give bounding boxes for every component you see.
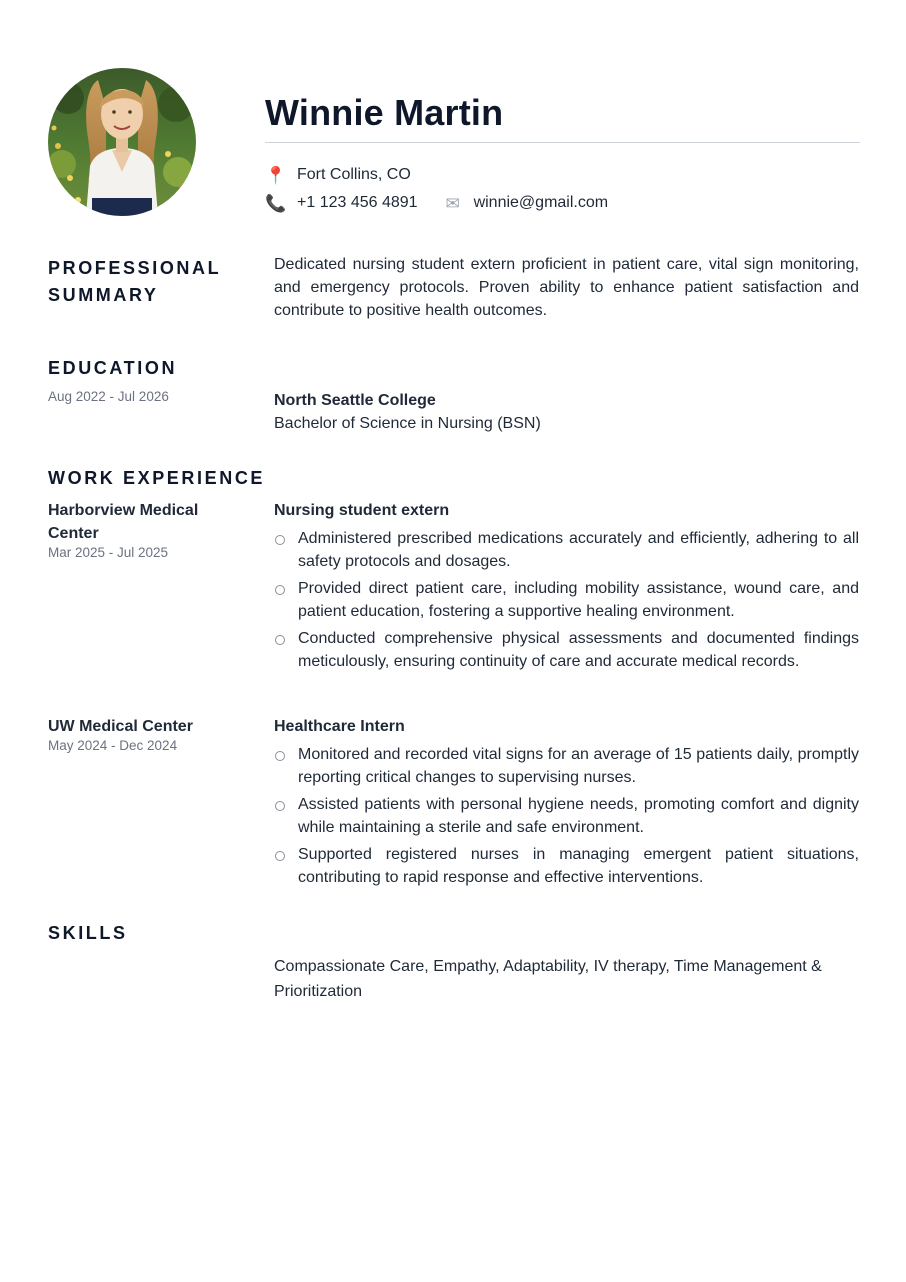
circle-bullet-icon	[275, 751, 285, 761]
list-item	[274, 627, 859, 673]
school-name: North Seattle College	[274, 392, 436, 409]
email-text[interactable]: winnie@gmail.com	[473, 194, 609, 211]
job-organization: UW Medical Center	[48, 718, 193, 735]
summary-text: Dedicated nursing student extern proficient in patient care, vital sign monitoring, and emergency protocols. Proven ability to enhance patient satisfaction and contribute to positive health outcomes.	[274, 256, 859, 319]
bullet-text: Provided direct patient care, including mobility assistance, wound care, and patient education, fostering a supportive healing environment.	[298, 580, 859, 620]
work-experience-heading: WORK EXPERIENCE	[48, 468, 266, 488]
summary-heading-line2: SUMMARY	[48, 285, 159, 305]
education-entry	[274, 389, 859, 435]
degree-name: Bachelor of Science in Nursing (BSN)	[274, 415, 541, 432]
job-organization: Harborview Medical Center	[48, 502, 199, 542]
summary-heading	[48, 255, 221, 309]
job-bullet-list	[274, 743, 859, 889]
bullet-text: Supported registered nurses in managing emergent patient situations, contributing to rapid response and effective interventions.	[298, 846, 859, 886]
envelope-icon: ✉	[445, 193, 460, 213]
circle-bullet-icon	[275, 585, 285, 595]
skills-text: Compassionate Care, Empathy, Adaptability, IV therapy, Time Management & Prioritization	[274, 958, 822, 1000]
job-role: Nursing student extern	[274, 502, 450, 519]
location-row	[265, 166, 411, 184]
job-role: Healthcare Intern	[274, 718, 405, 735]
contact-row	[265, 194, 608, 212]
job-entry	[274, 499, 859, 677]
bullet-text: Administered prescribed medications accurately and efficiently, adhering to all safety protocols and dosages.	[298, 530, 859, 570]
bullet-text: Conducted comprehensive physical assessments and documented findings meticulously, ensuring continuity of care and accurate medical records.	[298, 630, 859, 670]
header-divider	[265, 142, 860, 143]
bullet-text: Assisted patients with personal hygiene needs, promoting comfort and dignity while maintaining a sterile and safe environment.	[298, 796, 859, 836]
circle-bullet-icon	[275, 851, 285, 861]
circle-bullet-icon	[275, 535, 285, 545]
skills-heading: SKILLS	[48, 923, 128, 943]
list-item	[274, 527, 859, 573]
circle-bullet-icon	[275, 635, 285, 645]
circle-bullet-icon	[275, 801, 285, 811]
profile-photo	[48, 68, 196, 216]
profile-photo-image	[48, 68, 196, 216]
job-bullet-list	[274, 527, 859, 673]
location-text: Fort Collins, CO	[297, 166, 411, 183]
summary-section	[274, 253, 859, 322]
phone-icon: 📞	[265, 193, 287, 213]
list-item	[274, 843, 859, 889]
job-entry	[274, 715, 859, 893]
summary-heading-line1: PROFESSIONAL	[48, 258, 222, 278]
education-dates: Aug 2022 - Jul 2026	[48, 389, 169, 404]
bullet-text: Monitored and recorded vital signs for an average of 15 patients daily, promptly reporting critical changes to supervising nurses.	[298, 746, 859, 786]
location-pin-icon: 📍	[265, 165, 287, 185]
list-item	[274, 793, 859, 839]
list-item	[274, 743, 859, 789]
phone-text[interactable]: +1 123 456 4891	[297, 194, 418, 211]
candidate-name: Winnie Martin	[265, 92, 504, 133]
job-dates: Mar 2025 - Jul 2025	[48, 545, 169, 560]
list-item	[274, 577, 859, 623]
skills-section	[274, 954, 854, 1004]
job-dates: May 2024 - Dec 2024	[48, 738, 178, 753]
education-heading: EDUCATION	[48, 358, 178, 378]
